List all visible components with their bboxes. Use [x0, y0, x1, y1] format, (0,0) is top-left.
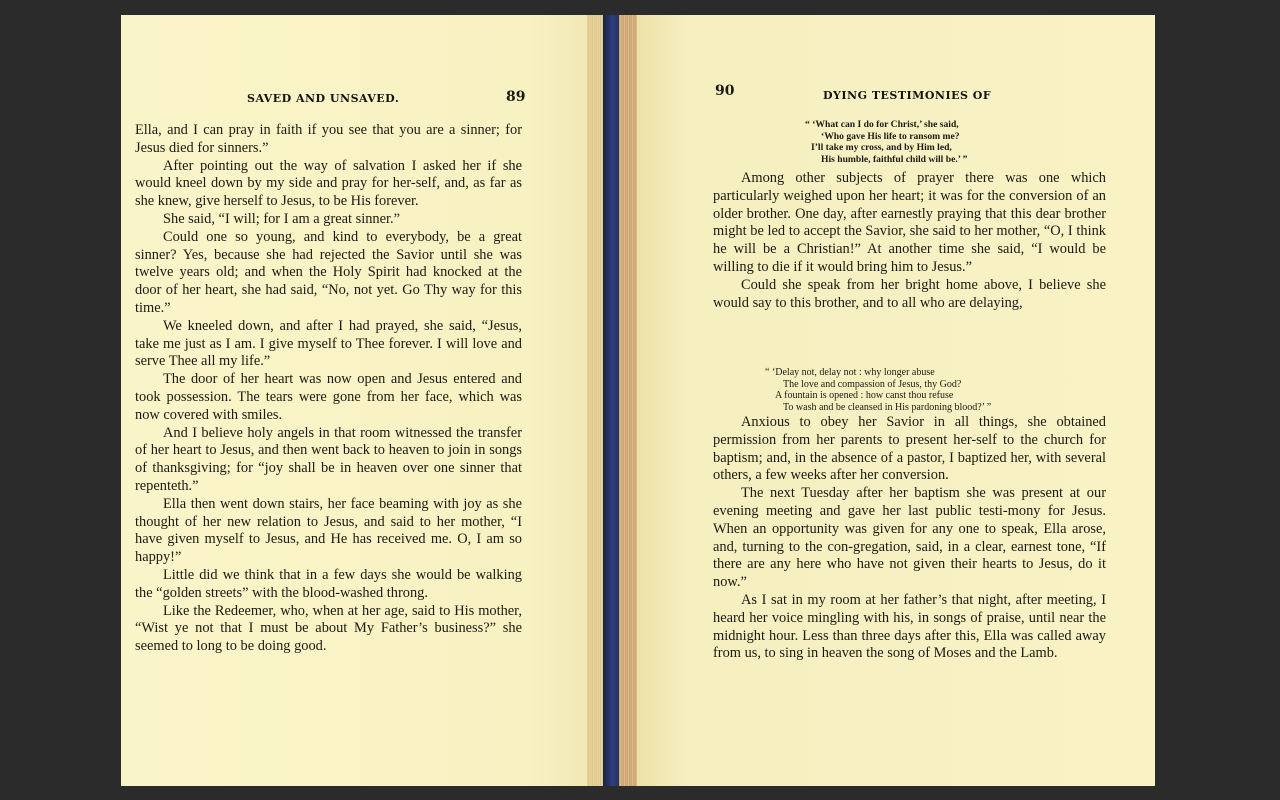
paragraph: Like the Redeemer, who, when at her age, said to His mother, “Wist ye not that I must be about My Father’s business?” she seemed to long to be doing good. [135, 602, 522, 655]
paragraph: Anxious to obey her Savior in all things, she obtained permission from her parents to present her-self to the church for baptism; and, in the absence of a pastor, I baptized her, with several others, a few weeks after her conversion. [713, 414, 1106, 484]
paragraph: As I sat in my room at her father’s that night, after meeting, I heard her voice mingling with his, in songs of praise, until near the midnight hour. Less than three days after this, Ella was called away from us, to sing in heaven the song of Moses and the Lamb. [713, 591, 1106, 662]
verse-line: The love and compassion of Jesus, thy God? [783, 378, 962, 390]
verse-line: I’ll take my cross, and by Him led, [811, 142, 952, 154]
paragraph: And I believe holy angels in that room witnessed the transfer of her heart to Jesus, and then went back to heaven to join in songs of thanksgiving; for “joy shall be in heaven over one sinner that repenteth.” [135, 424, 522, 494]
open-book [121, 15, 1155, 786]
paragraph: Could she speak from her bright home above, I believe she would say to this brother, and to all who are delaying, [713, 276, 1106, 311]
verse-line: His humble, faithful child will be.’ ” [821, 153, 968, 165]
verse-line: “ ‘Delay not, delay not : why longer abuse [765, 367, 935, 378]
paragraph: Among other subjects of prayer there was one which particularly weighed upon her heart; it was for the conversion of an older brother. One day, after earnestly praying that this dear brother might be led to accept the Savior, she said to her mother, “O, I think he will be a Christian!” At another time she said, “I would be willing to die if it would bring him to Jesus.” [713, 170, 1106, 275]
paragraph: After pointing out the way of salvation I asked her if she would kneel down by my side and pray for her-self, and, as far as she knew, give herself to Jesus, to be His forever. [135, 157, 522, 210]
paragraph: Little did we think that in a few days she would be walking the “golden streets” with the blood-washed throng. [135, 566, 522, 601]
right-page-number: 90 [715, 83, 735, 99]
verse-line: A fountain is opened : how canst thou refuse [775, 390, 954, 402]
verse-quote-1 [805, 119, 967, 165]
left-page-number: 89 [506, 89, 526, 105]
paragraph: Ella then went down stairs, her face beaming with joy as she thought of her new relation to Jesus, and said to her mother, “I have given myself to Jesus, and He has received me. O, I am so happy!” [135, 495, 522, 566]
right-body-text-b [713, 414, 1106, 663]
paragraph: We kneeled down, and after I had prayed, she said, “Jesus, take me just as I am. I give myself to Thee forever. I will love and serve Thee all my life.” [135, 317, 522, 370]
verse-line: To wash and be cleansed in His pardoning blood?’ ” [783, 402, 992, 414]
left-body-text [135, 122, 522, 656]
paragraph: Ella, and I can pray in faith if you see that you are a sinner; for Jesus died for sinners.” [135, 122, 522, 156]
verse-line: “ ‘What can I do for Christ,’ she said, [805, 119, 959, 130]
paragraph: The door of her heart was now open and Jesus entered and took possession. The tears were gone from her face, which was now covered with smiles. [135, 371, 522, 423]
page-edges-right [619, 15, 639, 786]
paragraph: She said, “I will; for I am a great sinner.” [163, 210, 400, 227]
right-body-text-a [713, 170, 1106, 312]
paragraph: The next Tuesday after her baptism she was present at our evening meeting and gave her last public testi-mony for Jesus. When an opportunity was given for any one to speak, Ella arose, and, turning to the con-gregation, said, in a clear, earnest tone, “If there are any here who have not given their hearts to Jesus, do it now.” [713, 485, 1106, 591]
left-running-header: SAVED AND UNSAVED. [247, 92, 400, 105]
right-page [637, 15, 1155, 786]
left-page [121, 15, 603, 786]
verse-line: ‘Who gave His life to ransom me? [821, 130, 960, 142]
paragraph: Could one so young, and kind to everybody, be a great sinner? Yes, because she had rejected the Savior until she was twelve years old; and when the Holy Spirit had knocked at the door of her heart, she had said, “No, not yet. Go Thy way for this time.” [135, 228, 522, 316]
right-running-header: DYING TESTIMONIES OF [823, 89, 992, 102]
verse-quote-2 [765, 367, 991, 414]
